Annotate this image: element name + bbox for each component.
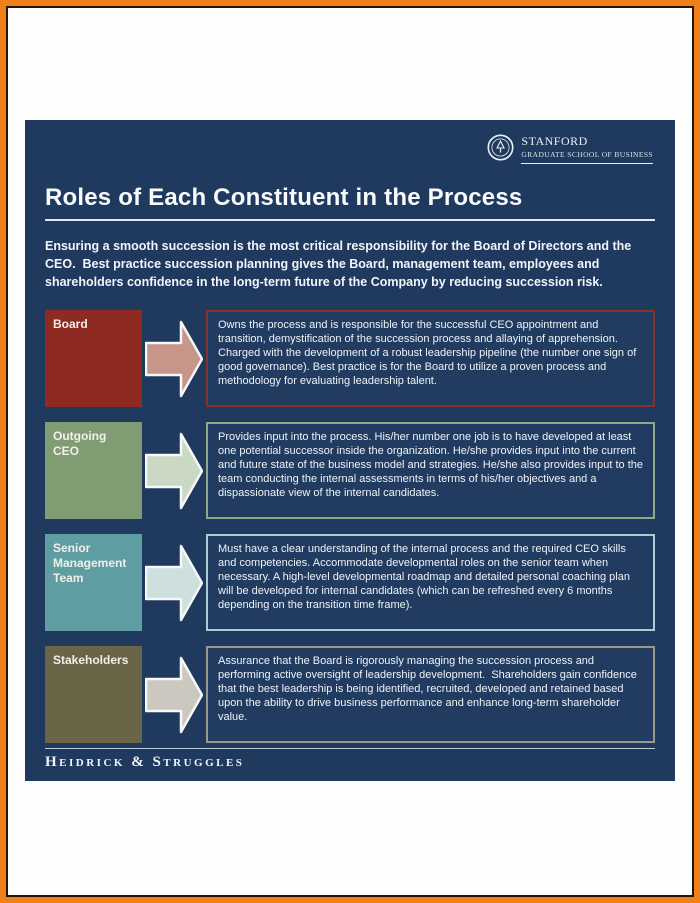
row-label-senior-management: Senior Management Team — [45, 534, 142, 631]
row-text-outgoing-ceo: Provides input into the process. His/her number one job is to have developed at least one potential successor inside the organization. He/she provides input into the current and future state of the business model and strategies. He/she also provides input to the team conducting the internal assessments in terms of his/her objectives and a dispassionate view of the internal candidates. — [206, 422, 655, 519]
intro-paragraph: Ensuring a smooth succession is the most critical responsibility for the Board of Directors and the CEO. Best practice succession planning gives the Board, management team, employees and shareholders confidence in the long-term future of the Company by reducing succession risk. — [45, 239, 635, 289]
row-outgoing-ceo — [45, 422, 655, 519]
right-arrow-icon — [142, 534, 206, 631]
row-text-stakeholders: Assurance that the Board is rigorously managing the succession process and performing active oversight of leadership development. Shareholders gain confidence that the best leadership is being identified, recruited, developed and retained based upon the ability to drive business performance and enhance long-term shareholder value. — [206, 646, 655, 743]
row-board — [45, 310, 655, 407]
logo-line-1: STANFORD — [521, 134, 588, 148]
footer-divider — [45, 748, 655, 749]
footer-brand: Heidrick & Struggles — [45, 754, 245, 770]
slide-title: Roles of Each Constituent in the Process — [45, 184, 523, 211]
row-senior-management — [45, 534, 655, 631]
row-label-stakeholders: Stakeholders — [45, 646, 142, 743]
page-inner — [6, 6, 694, 897]
slide-footer — [45, 748, 655, 771]
logo-line-2: GRADUATE SCHOOL OF BUSINESS — [521, 150, 653, 159]
row-text-board: Owns the process and is responsible for the successful CEO appointment and transition, demystification of the succession process and allaying of apprehension. Charged with the development of a robust leadership pipeline (the number one sign of good governance). Best practice is for the Board to utilize a proven process and methodology for evaluating leadership talent. — [206, 310, 655, 407]
stanford-seal-icon — [487, 134, 514, 166]
right-arrow-icon — [142, 310, 206, 407]
stanford-gsb-logo — [487, 134, 653, 174]
row-stakeholders — [45, 646, 655, 743]
title-divider — [45, 219, 655, 221]
slide-header — [45, 128, 655, 174]
row-text-senior-management: Must have a clear understanding of the internal process and the required CEO skills and competencies. Accommodate developmental roles on the senior team when necessary. A high-level developmental roadmap and detailed personal coaching plan will be developed for internal candidates (which can be refreshed every 6 months depending on the transition time frame). — [206, 534, 655, 631]
row-label-outgoing-ceo: Outgoing CEO — [45, 422, 142, 519]
right-arrow-icon — [142, 422, 206, 519]
right-arrow-icon — [142, 646, 206, 743]
stanford-logo-text — [521, 134, 653, 164]
slide — [25, 120, 675, 781]
constituent-rows — [45, 310, 655, 743]
row-label-board: Board — [45, 310, 142, 407]
